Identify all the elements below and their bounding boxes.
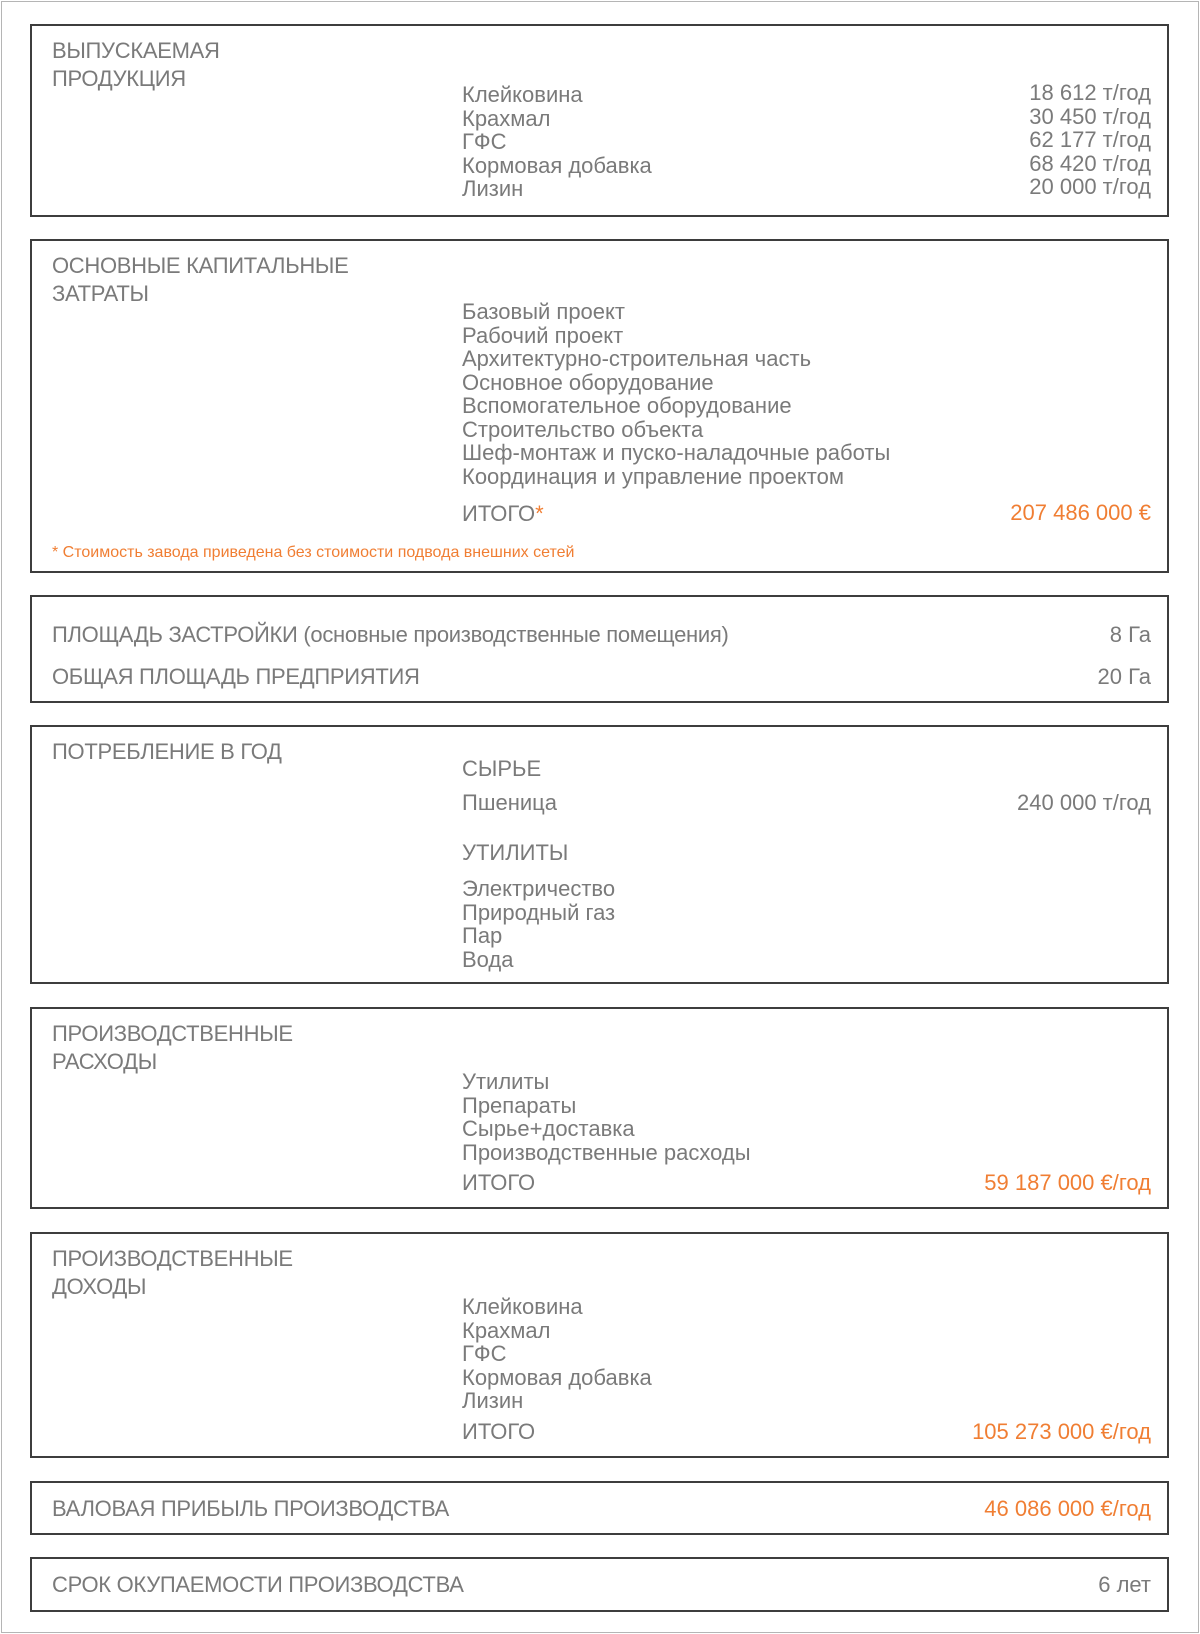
products-values [1029,81,1151,199]
raw-item: Пшеница [462,790,557,815]
raw-value: 240 000 т/год [1017,790,1151,815]
util-list [462,877,615,971]
list-item: Пар [462,923,503,948]
capex-section [30,239,1169,573]
util-title: УТИЛИТЫ [462,840,569,865]
products-heading: ВЫПУСКАЕМАЯ ПРОДУКЦИЯ [52,38,220,91]
asterisk-mark: * [535,501,544,526]
income-list [462,1295,652,1413]
expenses-total-value: 59 187 000 €/год [984,1170,1151,1195]
list-item: Рабочий проект [462,322,624,348]
expenses-list [462,1070,751,1164]
list-item: ГФС [462,129,507,154]
list-value: 62 177 т/год [1029,127,1151,152]
profit-section [30,1481,1169,1535]
area-section [30,595,1169,703]
list-item: Кормовая добавка [462,152,652,178]
list-item: Архитектурно-строительная часть [462,346,812,371]
list-item: Лизин [462,176,524,201]
list-item: Кормовая добавка [462,1364,652,1390]
list-item: Шеф-монтаж и пуско-наладочные работы [462,440,891,465]
income-section [30,1232,1169,1458]
list-item: Строительство объекта [462,416,704,442]
expenses-section [30,1007,1169,1209]
products-list [462,83,652,201]
expenses-heading: ПРОИЗВОДСТВЕННЫЕ РАСХОДЫ [52,1021,293,1074]
income-total-label: ИТОГО [462,1419,536,1444]
list-item: Сырье+доставка [462,1116,635,1141]
list-item: ГФС [462,1341,507,1366]
profit-label: ВАЛОВАЯ ПРИБЫЛЬ ПРОИЗВОДСТВА [52,1496,449,1521]
list-item: Базовый проект [462,299,625,324]
capex-total-value: 207 486 000 € [1010,500,1151,525]
list-item: Крахмал [462,105,551,131]
list-item: Производственные расходы [462,1139,751,1165]
list-item: Электричество [462,876,616,901]
products-section [30,24,1169,217]
capex-heading: ОСНОВНЫЕ КАПИТАЛЬНЫЕ ЗАТРАТЫ [52,253,349,306]
total-area-value: 20 Га [1097,664,1151,689]
list-item: Клейковина [462,1294,583,1319]
capex-total-label: ИТОГО* [462,501,544,526]
list-item: Препараты [462,1092,577,1118]
list-item: Клейковина [462,82,583,107]
consumption-section [30,725,1169,984]
raw-title: СЫРЬЕ [462,756,542,781]
list-value: 20 000 т/год [1029,174,1151,199]
list-value: 30 450 т/год [1029,103,1151,129]
list-item: Основное оборудование [462,369,714,395]
payback-label: СРОК ОКУПАЕМОСТИ ПРОИЗВОДСТВА [52,1572,464,1597]
build-area-label: ПЛОЩАДЬ ЗАСТРОЙКИ (основные производственные помещения) [52,622,729,647]
payback-section [30,1557,1169,1612]
list-item: Вспомогательное оборудование [462,393,792,418]
total-area-label: ОБЩАЯ ПЛОЩАДЬ ПРЕДПРИЯТИЯ [52,664,420,689]
build-area-note: (основные производственные помещения) [303,622,729,647]
capex-list [462,300,890,488]
list-value: 68 420 т/год [1029,150,1151,176]
list-item: Утилиты [462,1069,550,1094]
list-item: Лизин [462,1388,524,1413]
income-total-value: 105 273 000 €/год [972,1419,1151,1444]
expenses-total-label: ИТОГО [462,1170,536,1195]
list-item: Природный газ [462,899,616,925]
list-item: Вода [462,946,514,972]
build-area-value: 8 Га [1109,622,1151,647]
list-item: Координация и управление проектом [462,463,844,489]
capex-footnote: * Стоимость завода приведена без стоимости подвода внешних сетей [52,544,575,561]
income-heading: ПРОИЗВОДСТВЕННЫЕ ДОХОДЫ [52,1246,293,1299]
list-item: Крахмал [462,1317,551,1343]
list-value: 18 612 т/год [1029,80,1151,105]
consumption-heading: ПОТРЕБЛЕНИЕ В ГОД [52,739,282,764]
payback-value: 6 лет [1098,1572,1151,1597]
profit-value: 46 086 000 €/год [984,1496,1151,1521]
